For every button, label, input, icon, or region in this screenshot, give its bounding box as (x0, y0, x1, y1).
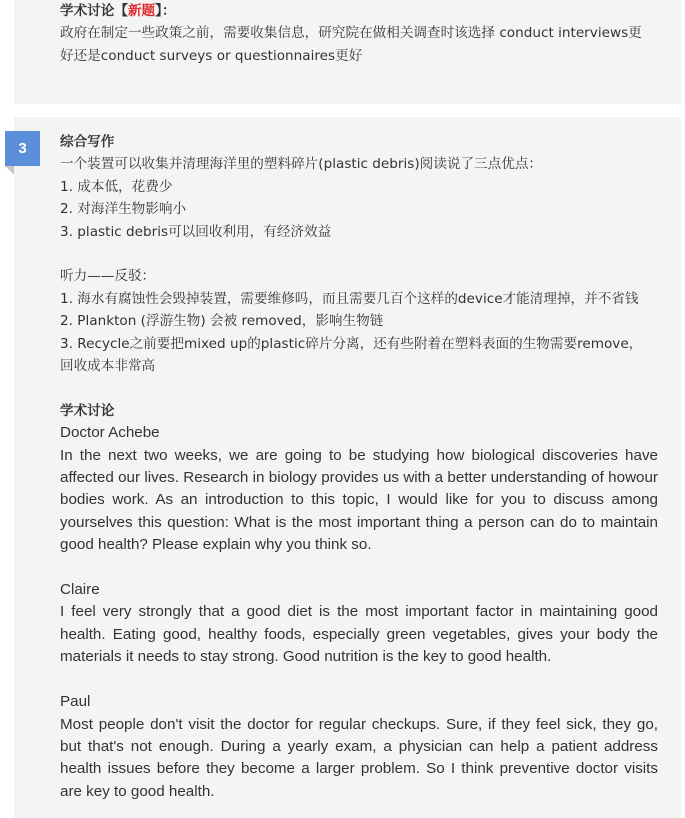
student-2-name: Paul (60, 693, 91, 711)
student-1-name: Claire (60, 581, 100, 599)
listening-point-2: 2. Plankton (浮游生物) 会被 removed，影响生物链 (60, 313, 384, 330)
integrated-writing-title: 综合写作 (60, 134, 115, 150)
badge-ribbon-fold (5, 166, 14, 175)
section-number-badge: 3 (5, 131, 40, 166)
top-section-card (14, 0, 681, 104)
listening-intro: 听力——反驳： (60, 268, 156, 285)
academic-discussion-title: 学术讨论 (60, 402, 115, 419)
top-section-heading (60, 0, 658, 22)
student-1-text: I feel very strongly that a good diet is the most important factor in maintaining good health. Eating good, healthy foods, especially green vegetables, gives your body the materials it needs to stay strong. Good nutrition is the key to good health. (60, 603, 658, 666)
reading-intro: 一个装置可以收集并清理海洋里的塑料碎片(plastic debris)阅读说了三点优点： (60, 156, 543, 173)
new-topic-tag: 新题 (127, 3, 156, 19)
listening-point-3: 3. Recycle之前要把mixed up的plastic碎片分离，还有些附着在塑料表面的生物需要remove， (60, 335, 643, 352)
heading-suffix: 】： (155, 3, 176, 19)
top-section-content (60, 0, 658, 67)
heading-prefix: 学术讨论【 (60, 3, 128, 19)
listening-point-3-cont: 回收成本非常高 (60, 358, 156, 375)
top-section-line-1: 政府在制定一些政策之前，需要收集信息，研究院在做相关调查时该选择 conduct interviews更 (60, 25, 642, 42)
section-3-content (60, 131, 658, 803)
top-section-line-2: 好还是conduct surveys or questionnaires更好 (60, 47, 363, 64)
professor-text: In the next two weeks, we are going to be studying how biological discoveries have affected our lives. Research in biology provides us with a better understanding of howour bodies work. As an introduction to this topic, I would like for you to discuss among yourselves this question: What is the most important thing a person can do to maintain good health? Please explain why you think so. (60, 446, 658, 554)
spacer (60, 557, 658, 579)
professor-name: Doctor Achebe (60, 424, 160, 442)
spacer (60, 243, 658, 265)
listening-point-1: 1. 海水有腐蚀性会毁掉装置，需要维修吗，而且需要几百个这样的device才能清理掉，并不省钱 (60, 290, 639, 307)
reading-point-3: 3. plastic debris可以回收利用，有经济效益 (60, 223, 332, 240)
student-2-text: Most people don't visit the doctor for regular checkups. Sure, if they feel sick, they go, but that's not enough. During a yearly exam, a physician can help a patient address health issues before they become a larger problem. So I think preventive doctor visits are key to good health. (60, 715, 658, 800)
reading-point-2: 2. 对海洋生物影响小 (60, 201, 187, 218)
spacer (60, 377, 658, 399)
reading-point-1: 1. 成本低，花费少 (60, 178, 173, 195)
spacer (60, 669, 658, 691)
section-3-card (14, 117, 681, 818)
